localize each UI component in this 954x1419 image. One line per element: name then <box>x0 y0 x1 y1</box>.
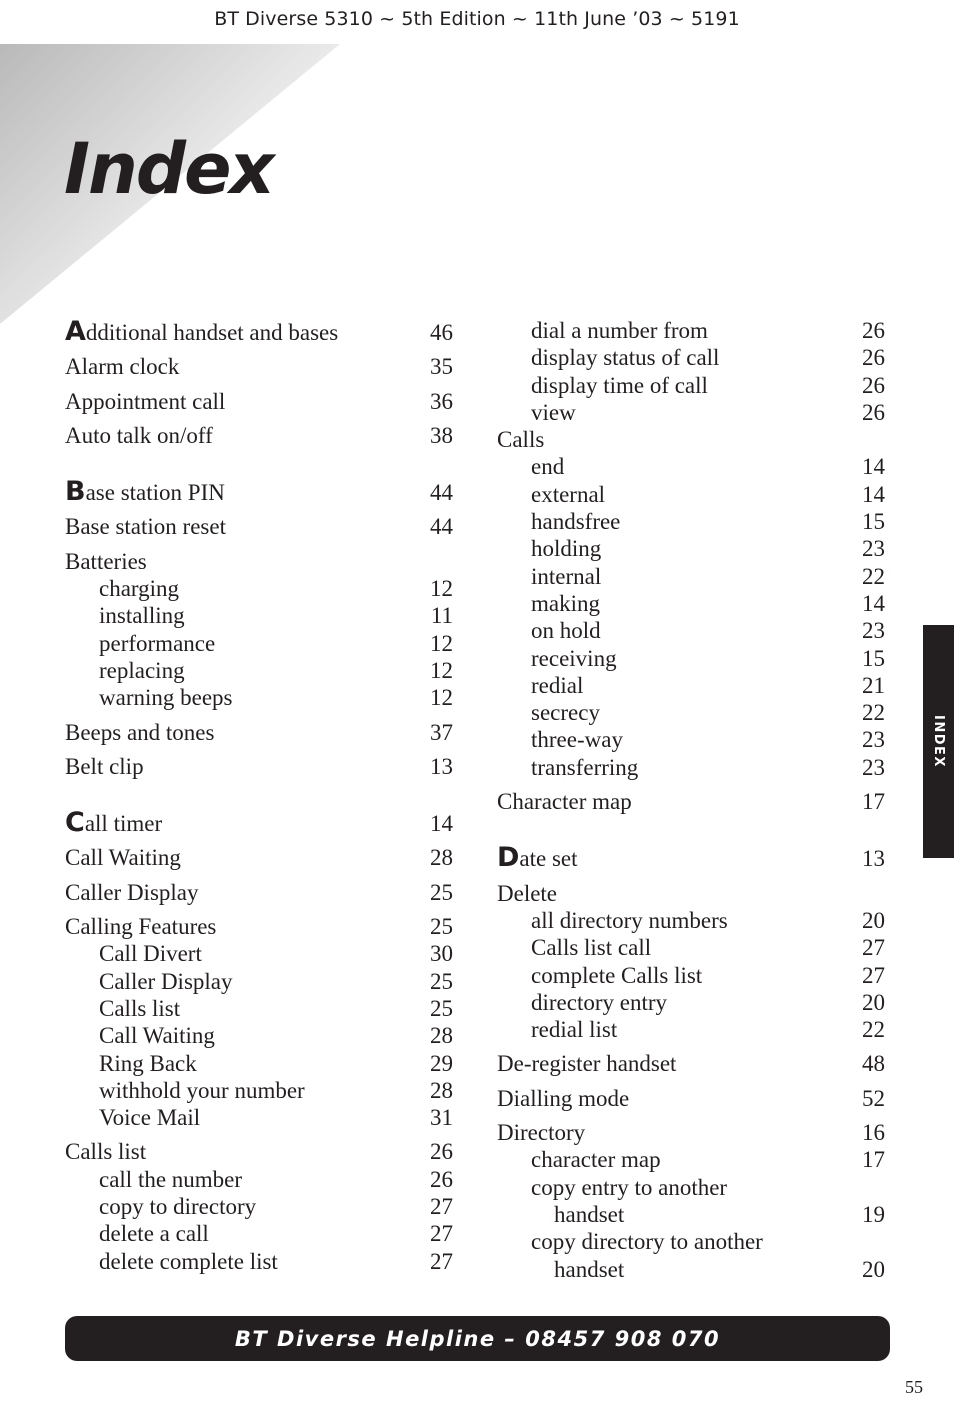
entry-page: 48 <box>862 1051 885 1077</box>
entry-page: 26 <box>862 399 885 425</box>
index-entry <box>65 809 453 837</box>
entry-label: Call Divert <box>99 941 202 967</box>
entry-label: Calling Features <box>65 914 217 940</box>
entry-page: 35 <box>430 354 453 380</box>
entry-label: Base station PIN <box>65 476 225 508</box>
entry-label: Call Waiting <box>99 1023 215 1049</box>
entry-label: external <box>531 481 606 507</box>
index-subentry <box>497 726 885 753</box>
entry-page: 36 <box>430 388 453 414</box>
index-subentry <box>497 989 885 1016</box>
entry-page: 27 <box>862 962 885 988</box>
entry-page: 13 <box>430 753 453 779</box>
entry-page: 27 <box>862 935 885 961</box>
entry-label: Calls <box>497 427 545 453</box>
entry-page: 31 <box>430 1105 453 1131</box>
index-subentry <box>497 508 885 535</box>
entry-label: Delete <box>497 880 558 906</box>
entry-label: all directory numbers <box>531 907 728 933</box>
index-subentry <box>497 962 885 989</box>
entry-label: warning beeps <box>99 685 233 711</box>
entry-page: 23 <box>862 618 885 644</box>
index-subentry <box>65 1022 453 1049</box>
entry-page: 29 <box>430 1050 453 1076</box>
index-subentry <box>65 1104 453 1131</box>
page-title: Index <box>64 128 273 210</box>
index-subentry <box>497 645 885 672</box>
index-subentry <box>497 481 885 508</box>
entry-page: 38 <box>430 422 453 448</box>
entry-label: copy directory to another <box>531 1229 763 1255</box>
entry-label: internal <box>531 563 602 589</box>
index-subentry <box>65 1166 453 1193</box>
entry-label: Appointment call <box>65 388 226 414</box>
entry-label: Voice Mail <box>99 1105 201 1131</box>
index-entry <box>497 1119 885 1146</box>
entry-label: receiving <box>531 645 617 671</box>
entry-label: on hold <box>531 618 601 644</box>
entry-page: 25 <box>430 879 453 905</box>
entry-page: 19 <box>862 1201 885 1227</box>
index-entry <box>497 788 885 815</box>
index-subentry <box>497 453 885 480</box>
entry-page: 26 <box>862 372 885 398</box>
entry-page: 14 <box>430 811 453 837</box>
entry-page: 13 <box>862 846 885 872</box>
entry-page: 12 <box>430 685 453 711</box>
entry-label: handset <box>554 1201 625 1227</box>
entry-label: Calls list call <box>531 935 652 961</box>
index-entry <box>497 426 885 453</box>
entry-page: 17 <box>862 789 885 815</box>
index-subentry <box>497 535 885 562</box>
entry-page: 37 <box>430 719 453 745</box>
index-subentry <box>497 1174 885 1201</box>
index-entry <box>65 353 453 380</box>
entry-page: 26 <box>430 1139 453 1165</box>
entry-page: 25 <box>430 968 453 994</box>
index-subentry <box>497 1201 885 1228</box>
index-entry <box>65 913 453 940</box>
entry-page: 26 <box>862 318 885 343</box>
entry-page: 25 <box>430 914 453 940</box>
index-entry <box>497 1050 885 1077</box>
entry-label: Caller Display <box>65 879 199 905</box>
index-entry <box>65 753 453 780</box>
entry-label: call the number <box>99 1166 243 1192</box>
entry-page: 16 <box>862 1120 885 1146</box>
index-subentry <box>497 1256 885 1283</box>
entry-page: 26 <box>430 1166 453 1192</box>
index-subentry <box>497 907 885 934</box>
section-initial: A <box>65 316 86 347</box>
entry-label: dial a number from <box>531 318 708 343</box>
index-subentry <box>497 934 885 961</box>
index-subentry <box>65 940 453 967</box>
entry-label: handset <box>554 1256 625 1282</box>
entry-page: 14 <box>862 454 885 480</box>
index-subentry <box>65 995 453 1022</box>
entry-label: transferring <box>531 754 639 780</box>
index-entry <box>65 548 453 575</box>
index-subentry <box>497 672 885 699</box>
index-entry <box>497 1085 885 1112</box>
entry-page: 22 <box>862 700 885 726</box>
entry-label: character map <box>531 1147 661 1173</box>
entry-label: charging <box>99 576 180 602</box>
index-subentry <box>497 617 885 644</box>
entry-label: withhold your number <box>99 1077 305 1103</box>
index-entry <box>65 478 453 506</box>
index-subentry <box>497 317 885 344</box>
entry-page: 23 <box>862 754 885 780</box>
entry-label: Beeps and tones <box>65 719 215 745</box>
index-subentry <box>65 1077 453 1104</box>
index-subentry <box>65 1050 453 1077</box>
entry-page: 27 <box>430 1194 453 1220</box>
index-entry <box>497 844 885 872</box>
entry-page: 28 <box>430 845 453 871</box>
entry-label: holding <box>531 536 602 562</box>
index-subentry <box>65 657 453 684</box>
entry-page: 12 <box>430 630 453 656</box>
entry-label: end <box>531 454 565 480</box>
entry-label: handsfree <box>531 509 621 535</box>
section-initial: D <box>497 842 520 874</box>
entry-label: De-register handset <box>497 1051 677 1077</box>
index-entry <box>65 318 453 346</box>
page-number: 55 <box>905 1377 923 1397</box>
entry-label: Alarm clock <box>65 354 180 380</box>
entry-page: 12 <box>430 576 453 602</box>
helpline-text: BT Diverse Helpline – 08457 908 070 <box>234 1326 721 1351</box>
entry-label: redial <box>531 672 584 698</box>
entry-label: Auto talk on/off <box>65 422 213 448</box>
entry-label: Base station reset <box>65 514 226 540</box>
entry-label: Directory <box>497 1120 586 1146</box>
helpline-banner <box>65 1316 890 1361</box>
running-head: BT Diverse 5310 ~ 5th Edition ~ 11th June ’03 ~ 5191 <box>214 8 740 30</box>
entry-label: directory entry <box>531 989 668 1015</box>
entry-page: 21 <box>862 672 885 698</box>
entry-label: display time of call <box>531 372 708 398</box>
index-entry <box>65 513 453 540</box>
entry-page: 14 <box>862 590 885 616</box>
index-column-left <box>65 318 453 1275</box>
entry-label: complete Calls list <box>531 962 703 988</box>
entry-page: 15 <box>862 509 885 535</box>
entry-page: 20 <box>862 989 885 1015</box>
index-entry <box>65 388 453 415</box>
index-subentry <box>497 1016 885 1043</box>
index-subentry <box>497 563 885 590</box>
entry-label: Calls list <box>99 995 181 1021</box>
index-subentry <box>497 699 885 726</box>
entry-label: Ring Back <box>99 1050 197 1076</box>
entry-page: 30 <box>430 941 453 967</box>
entry-page: 25 <box>430 995 453 1021</box>
entry-page: 20 <box>862 1256 885 1282</box>
index-subentry <box>497 344 885 371</box>
index-column-right <box>497 317 885 1283</box>
entry-page: 26 <box>862 345 885 371</box>
entry-label: redial list <box>531 1017 618 1043</box>
entry-label: copy entry to another <box>531 1174 728 1200</box>
entry-page: 44 <box>430 514 453 540</box>
entry-label: Call timer <box>65 807 163 839</box>
index-entry <box>65 719 453 746</box>
entry-label: Additional handset and bases <box>65 316 339 347</box>
index-subentry <box>65 684 453 711</box>
entry-page: 23 <box>862 536 885 562</box>
section-initial: B <box>65 476 86 508</box>
entry-label: Batteries <box>65 548 147 574</box>
entry-label: Calls list <box>65 1139 147 1165</box>
index-subentry <box>65 575 453 602</box>
index-subentry <box>65 1193 453 1220</box>
entry-page: 22 <box>862 1017 885 1043</box>
index-entry <box>65 844 453 871</box>
entry-page: 15 <box>862 645 885 671</box>
index-subentry <box>65 1248 453 1275</box>
index-entry <box>65 879 453 906</box>
index-subentry <box>497 590 885 617</box>
entry-page: 44 <box>430 480 453 506</box>
entry-page: 23 <box>862 727 885 753</box>
index-subentry <box>497 399 885 426</box>
entry-label: secrecy <box>531 700 600 726</box>
entry-page: 46 <box>430 320 453 345</box>
entry-label: installing <box>99 603 185 629</box>
section-tab-label: INDEX <box>931 715 947 768</box>
entry-label: view <box>531 399 576 425</box>
entry-label: Dialling mode <box>497 1085 630 1111</box>
entry-page: 28 <box>430 1023 453 1049</box>
index-subentry <box>65 1220 453 1247</box>
index-subentry <box>65 630 453 657</box>
section-initial: C <box>65 807 85 839</box>
entry-page: 20 <box>862 907 885 933</box>
entry-label: copy to directory <box>99 1194 257 1220</box>
entry-label: Belt clip <box>65 753 144 779</box>
entry-label: performance <box>99 630 216 656</box>
entry-label: delete complete list <box>99 1248 278 1274</box>
entry-label: Call Waiting <box>65 845 181 871</box>
section-tab-index <box>923 625 954 858</box>
entry-label: Character map <box>497 789 632 815</box>
index-entry <box>497 880 885 907</box>
entry-label: three-way <box>531 727 623 753</box>
index-entry <box>65 422 453 449</box>
entry-label: display status of call <box>531 345 720 371</box>
index-subentry <box>65 602 453 629</box>
entry-page: 27 <box>430 1248 453 1274</box>
entry-label: replacing <box>99 657 185 683</box>
entry-label: making <box>531 590 600 616</box>
entry-page: 17 <box>862 1147 885 1173</box>
entry-label: delete a call <box>99 1221 209 1247</box>
index-subentry <box>65 968 453 995</box>
entry-label: Caller Display <box>99 968 233 994</box>
index-subentry <box>497 1228 885 1255</box>
entry-page: 52 <box>862 1085 885 1111</box>
entry-page: 22 <box>862 563 885 589</box>
index-subentry <box>497 1146 885 1173</box>
index-entry <box>65 1138 453 1165</box>
index-subentry <box>497 754 885 781</box>
entry-page: 28 <box>430 1077 453 1103</box>
entry-page: 12 <box>430 657 453 683</box>
index-subentry <box>497 372 885 399</box>
entry-label: Date set <box>497 842 578 874</box>
entry-page: 27 <box>430 1221 453 1247</box>
entry-page: 11 <box>430 603 453 629</box>
entry-page: 14 <box>862 481 885 507</box>
